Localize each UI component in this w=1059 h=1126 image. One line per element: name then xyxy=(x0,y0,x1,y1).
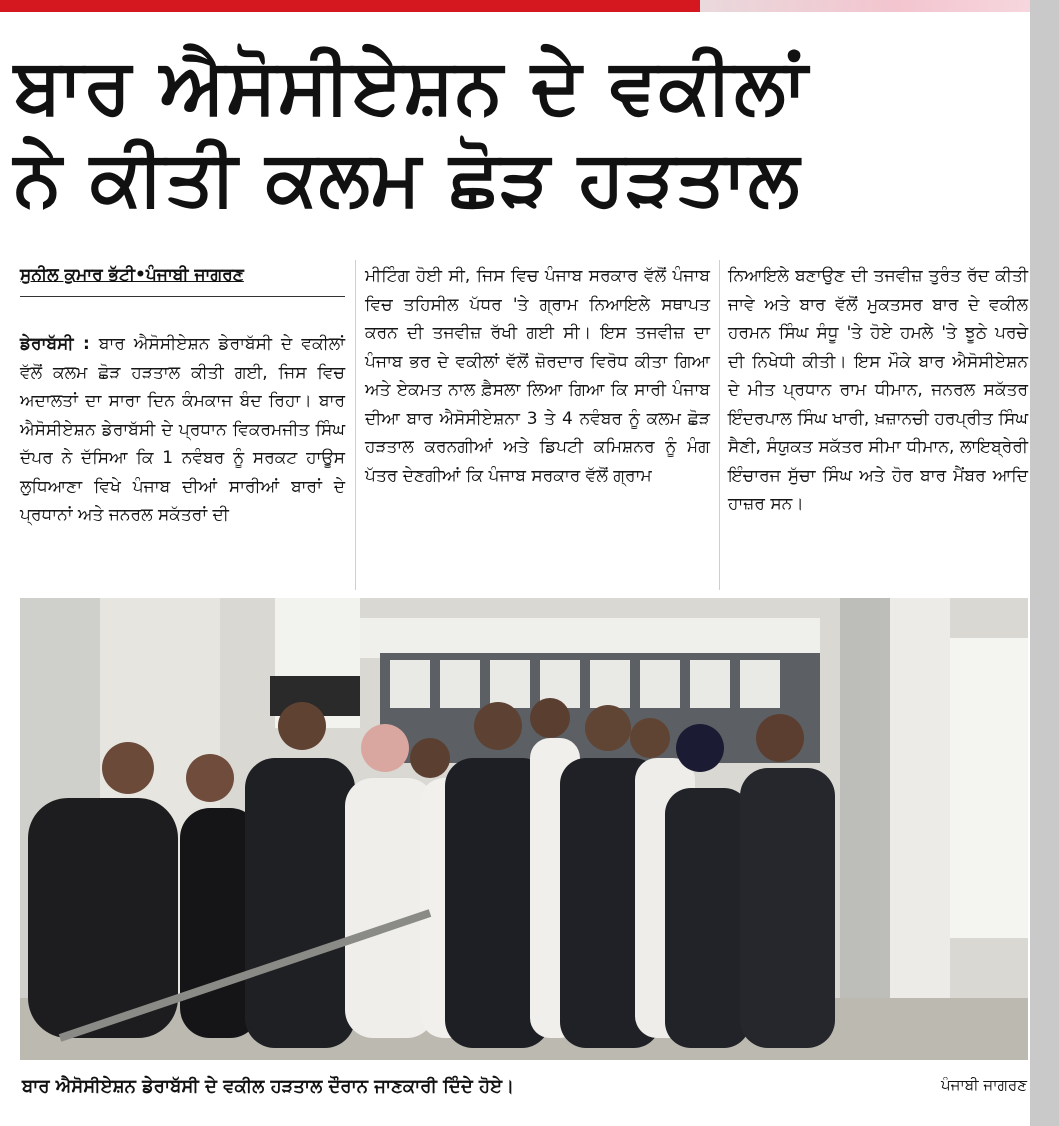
dateline: ਡੇਰਾਬੱਸੀ : xyxy=(20,334,90,354)
photo-caption: ਬਾਰ ਐਸੋਸੀਏਸ਼ਨ ਡੇਰਾਬੱਸੀ ਦੇ ਵਕੀਲ ਹੜਤਾਲ ਦੌਰਾਨ ਜਾਣਕਾਰੀ ਦਿੰਦੇ ਹੋਏ। xyxy=(22,1076,515,1097)
headline-line-1: ਬਾਰ ਐਸੋਸੀਏਸ਼ਨ ਦੇ ਵਕੀਲਾਂ xyxy=(14,41,809,130)
headline-line-2: ਨੇ ਕੀਤੀ ਕਲਮ ਛੋੜ ਹੜਤਾਲ xyxy=(14,133,801,222)
article-column-3: ਨਿਆਇਲੇ ਬਣਾਉਣ ਦੀ ਤਜਵੀਜ਼ ਤੁਰੰਤ ਰੱਦ ਕੀਤੀ ਜਾਵੇ ਅਤੇ ਬਾਰ ਵੱਲੋਂ ਮੁਕਤਸਰ ਬਾਰ ਦੇ ਵਕੀਲ ਹਰਮਨ ਸਿੰਘ ਸੰਧੂ 'ਤੇ ਹੋਏ ਹਮਲੇ 'ਤੇ ਝੂਠੇ ਪਰਚੇ ਦੀ ਨਿਖੇਧੀ ਕੀਤੀ। ਇਸ ਮੌਕੇ ਬਾਰ ਐਸੋਸੀਏਸ਼ਨ ਦੇ ਮੀਤ ਪ੍ਰਧਾਨ ਰਾਮ ਧੀਮਾਨ, ਜਨਰਲ ਸਕੱਤਰ ਇੰਦਰਪਾਲ ਸਿੰਘ ਖਾਰੀ, ਖ਼ਜ਼ਾਨਚੀ ਹਰਪ੍ਰੀਤ ਸਿੰਘ ਸੈਣੀ, ਸੰਯੁਕਤ ਸਕੱਤਰ ਸੀਮਾ ਧੀਮਾਨ, ਲਾਇਬ੍ਰੇਰੀ ਇੰਚਾਰਜ ਸੁੱਚਾ ਸਿੰਘ ਅਤੇ ਹੋਰ ਬਾਰ ਮੈਂਬਰ ਆਦਿ ਹਾਜ਼ਰ ਸਨ। xyxy=(728,266,1028,514)
article-column-2: ਮੀਟਿੰਗ ਹੋਈ ਸੀ, ਜਿਸ ਵਿਚ ਪੰਜਾਬ ਸਰਕਾਰ ਵੱਲੋਂ ਪੰਜਾਬ ਵਿਚ ਤਹਿਸੀਲ ਪੱਧਰ 'ਤੇ ਗ੍ਰਾਮ ਨਿਆਇਲੇ ਸਥਾਪਤ ਕਰਨ ਦੀ ਤਜਵੀਜ਼ ਰੱਖੀ ਗਈ ਸੀ। ਇਸ ਤਜਵੀਜ਼ ਦਾ ਪੰਜਾਬ ਭਰ ਦੇ ਵਕੀਲਾਂ ਵੱਲੋਂ ਜ਼ੋਰਦਾਰ ਵਿਰੋਧ ਕੀਤਾ ਗਿਆ ਅਤੇ ਏਕਮਤ ਨਾਲ ਫ਼ੈਸਲਾ ਲਿਆ ਗਿਆ ਕਿ ਸਾਰੀ ਪੰਜਾਬ ਦੀਆ ਬਾਰ ਐਸੋਸੀਏਸ਼ਨਾ 3 ਤੇ 4 ਨਵੰਬਰ ਨੂੰ ਕਲਮ ਛੋੜ ਹੜਤਾਲ ਕਰਨਗੀਆਂ ਅਤੇ ਡਿਪਟੀ ਕਮਿਸ਼ਨਰ ਨੂੰ ਮੰਗ ਪੱਤਰ ਦੇਣਗੀਆਂ ਕਿ ਪੰਜਾਬ ਸਰਕਾਰ ਵੱਲੋਂ ਗ੍ਰਾਮ xyxy=(365,266,710,486)
top-red-strip xyxy=(0,0,700,12)
byline-rule xyxy=(20,296,345,297)
group-photo-illustration xyxy=(20,598,1028,1060)
photo-credit: ਪੰਜਾਬੀ ਜਾਗਰਣ xyxy=(941,1076,1027,1094)
article-column-1 xyxy=(20,330,345,530)
page-edge-bar xyxy=(1030,0,1059,1126)
news-photo xyxy=(20,598,1028,1060)
headline xyxy=(14,40,1024,224)
column-divider xyxy=(355,260,356,590)
top-strip-image xyxy=(700,0,1030,12)
byline: ਸੁਨੀਲ ਕੁਮਾਰ ਭੱਟੀ•ਪੰਜਾਬੀ ਜਾਗਰਣ xyxy=(20,265,244,285)
article-column-1-text: ਬਾਰ ਐਸੋਸੀਏਸ਼ਨ ਡੇਰਾਬੱਸੀ ਦੇ ਵਕੀਲਾਂ ਵੱਲੋਂ ਕਲਮ ਛੋੜ ਹੜਤਾਲ ਕੀਤੀ ਗਈ, ਜਿਸ ਵਿਚ ਅਦਾਲਤਾਂ ਦਾ ਸਾਰਾ ਦਿਨ ਕੰਮਕਾਜ ਬੰਦ ਰਿਹਾ। ਬਾਰ ਐਸੋਸੀਏਸ਼ਨ ਡੇਰਾਬੱਸੀ ਦੇ ਪ੍ਰਧਾਨ ਵਿਕਰਮਜੀਤ ਸਿੰਘ ਦੱਪਰ ਨੇ ਦੱਸਿਆ ਕਿ 1 ਨਵੰਬਰ ਨੂੰ ਸਰਕਟ ਹਾਊਸ ਲੁਧਿਆਣਾ ਵਿਖੇ ਪੰਜਾਬ ਦੀਆਂ ਸਾਰੀਆਂ ਬਾਰਾਂ ਦੇ ਪ੍ਰਧਾਨਾਂ ਅਤੇ ਜਨਰਲ ਸਕੱਤਰਾਂ ਦੀ xyxy=(20,334,345,525)
column-divider xyxy=(719,260,720,590)
